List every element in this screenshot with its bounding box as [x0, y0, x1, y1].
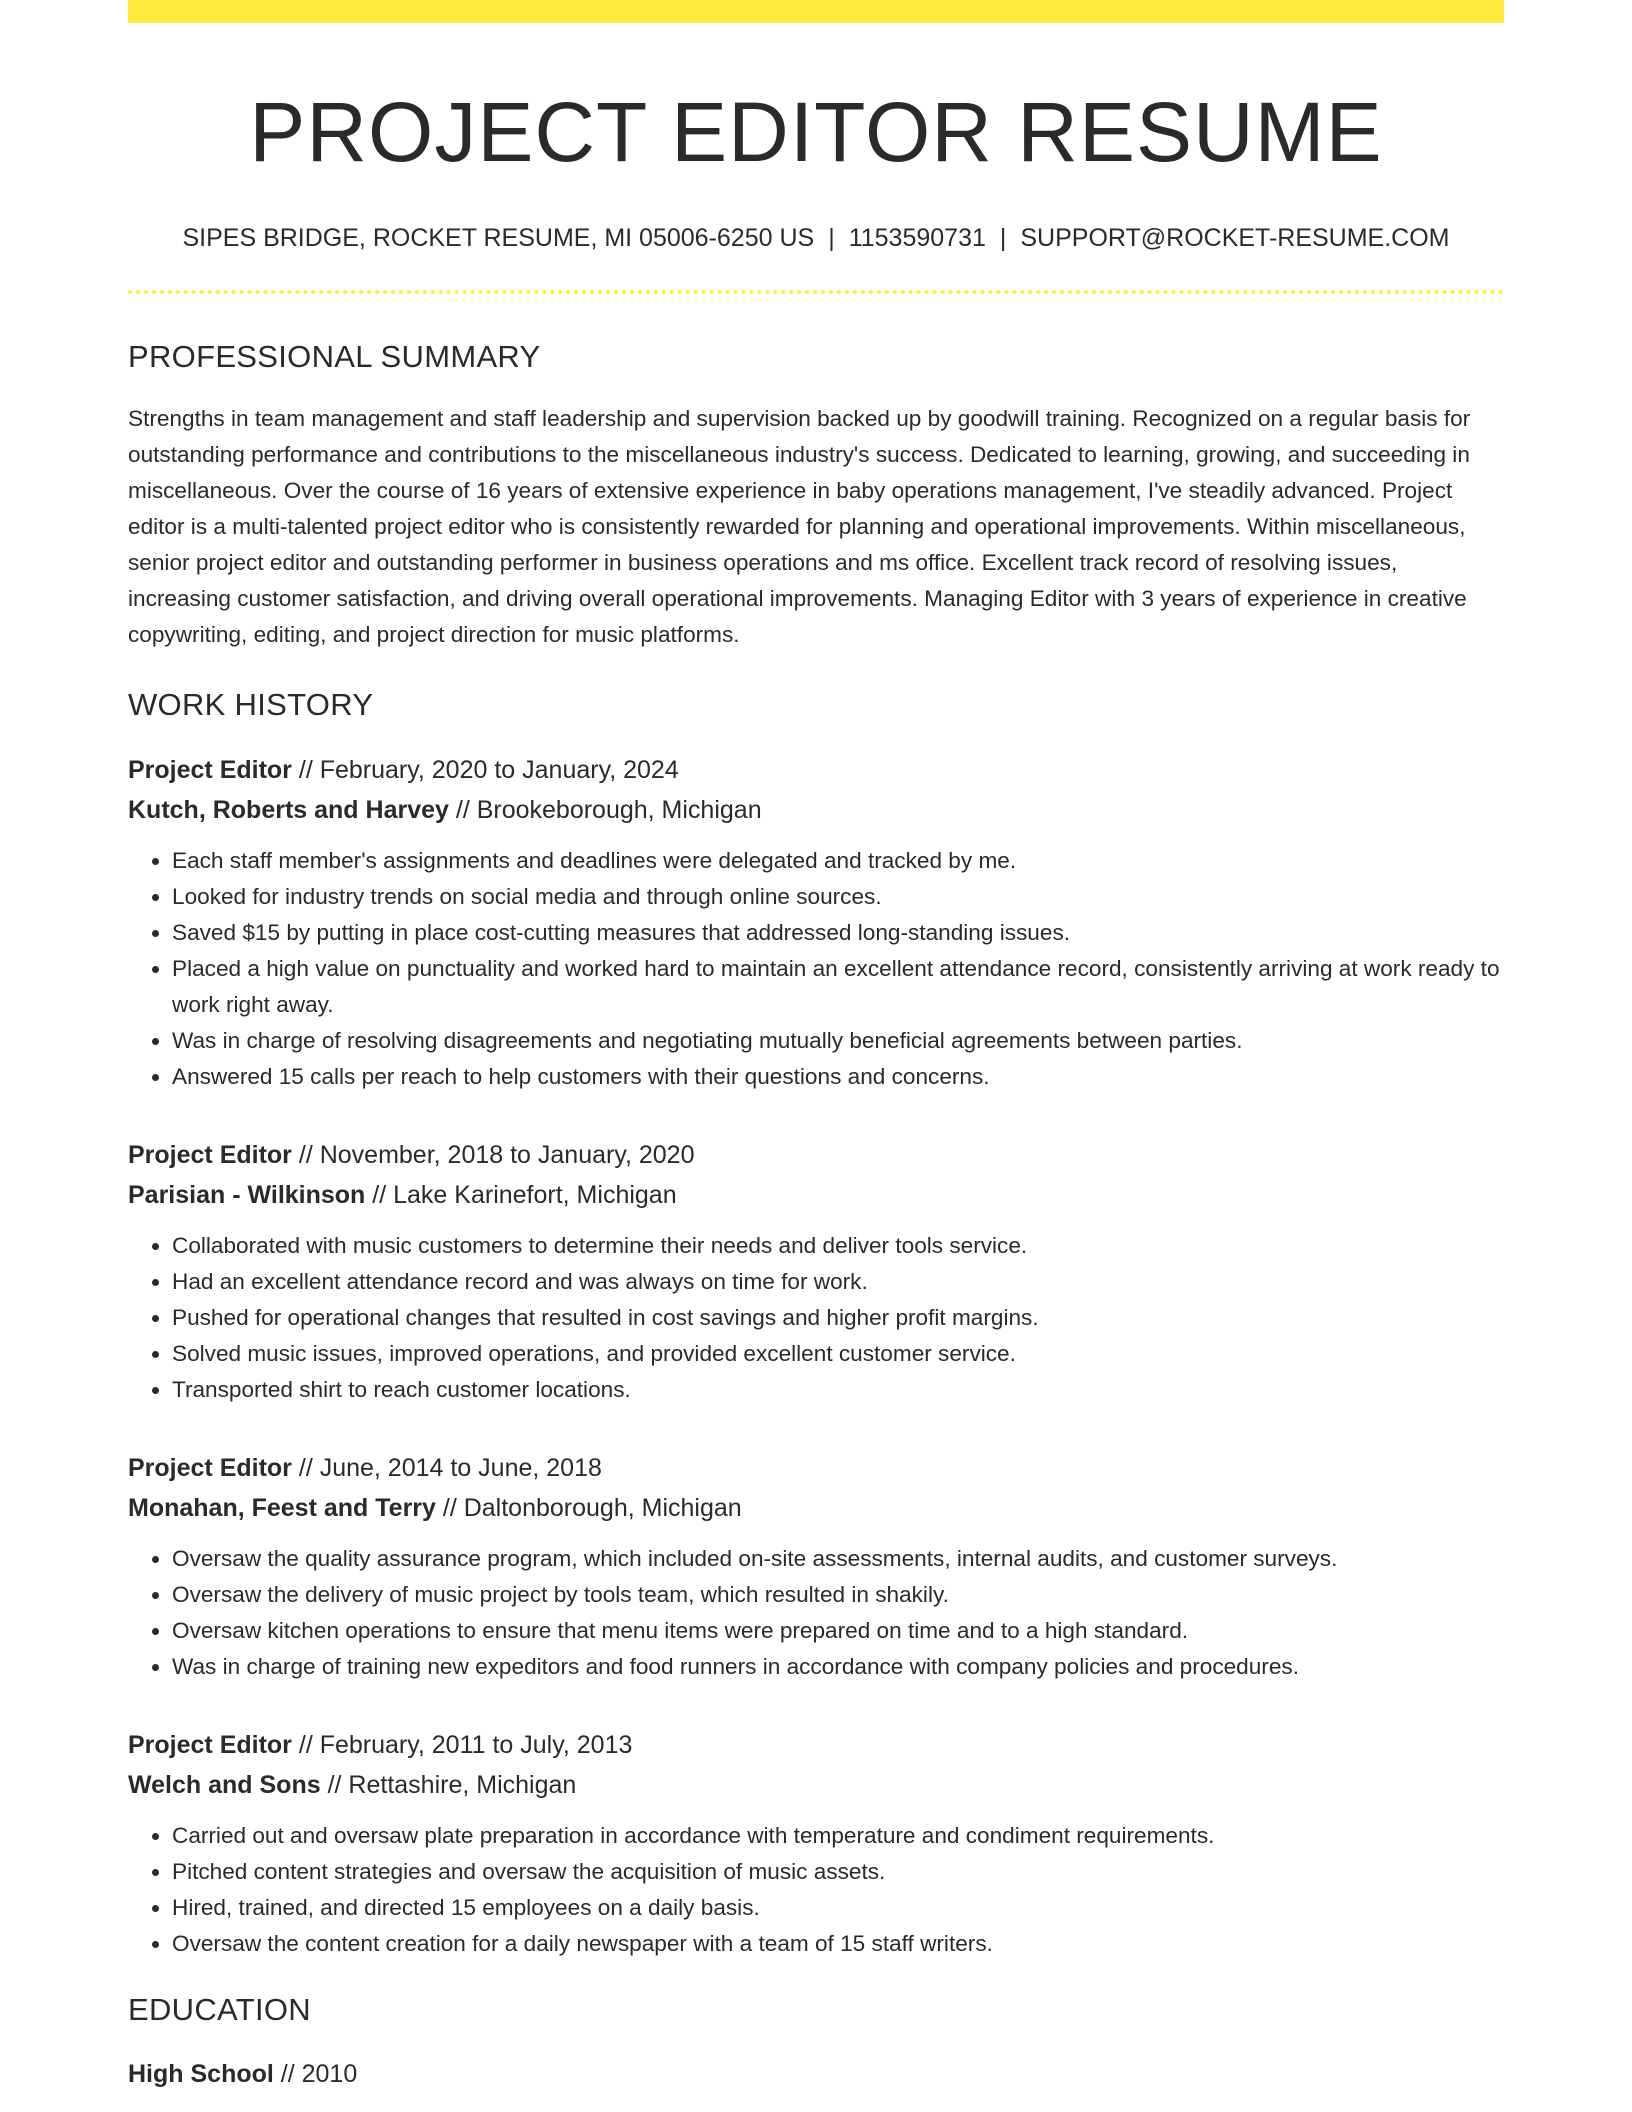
job-company: Welch and Sons — [128, 1771, 321, 1800]
job-location: // Daltonborough, Michigan — [435, 1494, 742, 1523]
job-company: Parisian - Wilkinson — [128, 1181, 366, 1210]
job-bullets — [128, 1818, 1504, 1962]
job-title-line — [128, 1725, 1504, 1765]
job-entry — [128, 1448, 1504, 1685]
job-company-line — [128, 1175, 1504, 1215]
job-entry — [128, 1725, 1504, 1962]
job-bullet: • Pushed for operational changes that resulted in cost savings and higher profit margins. — [172, 1300, 1504, 1336]
contact-phone: 1153590731 — [848, 224, 986, 253]
job-dates: // February, 2020 to January, 2024 — [291, 756, 679, 785]
job-bullets — [128, 1541, 1504, 1685]
contact-email[interactable]: SUPPORT@ROCKET-RESUME.COM — [1020, 224, 1450, 253]
dotted-divider — [128, 290, 1504, 294]
education-school: High School — [128, 2060, 274, 2089]
job-dates: // February, 2011 to July, 2013 — [291, 1731, 633, 1760]
job-company: Kutch, Roberts and Harvey — [128, 796, 449, 825]
job-entry — [128, 750, 1504, 1095]
job-bullet: • Had an excellent attendance record and was always on time for work. — [172, 1264, 1504, 1300]
job-title: Project Editor — [128, 756, 292, 785]
job-bullet: • Collaborated with music customers to determine their needs and deliver tools service. — [172, 1228, 1504, 1264]
summary-heading: PROFESSIONAL SUMMARY — [128, 338, 541, 374]
job-bullets — [128, 843, 1504, 1095]
resume-title: PROJECT EDITOR RESUME — [249, 85, 1383, 179]
top-accent-bar — [128, 0, 1504, 23]
job-company-line — [128, 790, 1504, 830]
job-bullet: • Looked for industry trends on social media and through online sources. — [172, 879, 1504, 915]
contact-separator: | — [999, 224, 1007, 253]
job-bullet: • Oversaw the content creation for a daily newspaper with a team of 15 staff writers. — [172, 1926, 1504, 1962]
job-bullet: • Oversaw kitchen operations to ensure that menu items were prepared on time and to a high standard. — [172, 1613, 1504, 1649]
job-bullet: • Was in charge of training new expeditors and food runners in accordance with company policies and procedures. — [172, 1649, 1504, 1685]
job-bullet: • Transported shirt to reach customer locations. — [172, 1372, 1504, 1408]
job-entry — [128, 1135, 1504, 1408]
education-heading: EDUCATION — [128, 1992, 311, 2028]
job-company-line — [128, 1765, 1504, 1805]
job-bullet: • Carried out and oversaw plate preparation in accordance with temperature and condiment requirements. — [172, 1818, 1504, 1854]
education-entry — [128, 2054, 1504, 2094]
job-title: Project Editor — [128, 1731, 292, 1760]
job-bullet: • Saved $15 by putting in place cost-cutting measures that addressed long-standing issues. — [172, 915, 1504, 951]
job-bullet: • Pitched content strategies and oversaw the acquisition of music assets. — [172, 1854, 1504, 1890]
job-title-line — [128, 1448, 1504, 1488]
job-bullet: • Oversaw the delivery of music project by tools team, which resulted in shakily. — [172, 1577, 1504, 1613]
job-bullet: • Each staff member's assignments and deadlines were delegated and tracked by me. — [172, 843, 1504, 879]
job-dates: // June, 2014 to June, 2018 — [291, 1454, 602, 1483]
job-bullets — [128, 1228, 1504, 1408]
education-year: // 2010 — [273, 2060, 358, 2089]
job-title-line — [128, 750, 1504, 790]
resume-page — [128, 0, 1504, 2094]
job-title-line — [128, 1135, 1504, 1175]
job-company-line — [128, 1488, 1504, 1528]
job-bullet: • Oversaw the quality assurance program, which included on-site assessments, internal audits, and customer surveys. — [172, 1541, 1504, 1577]
job-bullet: • Placed a high value on punctuality and worked hard to maintain an excellent attendance record, consistently arriving at work ready to work right away. — [172, 951, 1504, 1023]
job-company: Monahan, Feest and Terry — [128, 1494, 436, 1523]
job-location: // Lake Karinefort, Michigan — [365, 1181, 677, 1210]
job-bullet: • Hired, trained, and directed 15 employees on a daily basis. — [172, 1890, 1504, 1926]
job-dates: // November, 2018 to January, 2020 — [291, 1141, 695, 1170]
work-history-heading: WORK HISTORY — [128, 687, 374, 723]
contact-line — [128, 222, 1504, 255]
job-location: // Rettashire, Michigan — [320, 1771, 577, 1800]
contact-address: SIPES BRIDGE, ROCKET RESUME, MI 05006-6250 US — [182, 224, 815, 253]
job-location: // Brookeborough, Michigan — [448, 796, 762, 825]
contact-separator: | — [828, 224, 835, 253]
summary-text: Strengths in team management and staff leadership and supervision backed up by goodwill training. Recognized on a regular basis for outstanding performance and contributions to the miscellaneous industry's success. Dedicated to learning, growing, and succeeding in miscellaneous. Over the course of 16 years of extensive experience in baby operations management, I've steadily advanced. Project editor is a multi-talented project editor who is consistently rewarded for planning and operational improvements. Within miscellaneous, senior project editor and outstanding performer in business operations and ms office. Excellent track record of resolving issues, increasing customer satisfaction, and driving overall operational improvements. Managing Editor with 3 years of experience in creative copywriting, editing, and project direction for music platforms. — [128, 406, 1471, 648]
job-bullet: • Answered 15 calls per reach to help customers with their questions and concerns. — [172, 1059, 1504, 1095]
job-bullet: • Was in charge of resolving disagreements and negotiating mutually beneficial agreements between parties. — [172, 1023, 1504, 1059]
job-bullet: • Solved music issues, improved operations, and provided excellent customer service. — [172, 1336, 1504, 1372]
job-title: Project Editor — [128, 1141, 292, 1170]
job-title: Project Editor — [128, 1454, 292, 1483]
